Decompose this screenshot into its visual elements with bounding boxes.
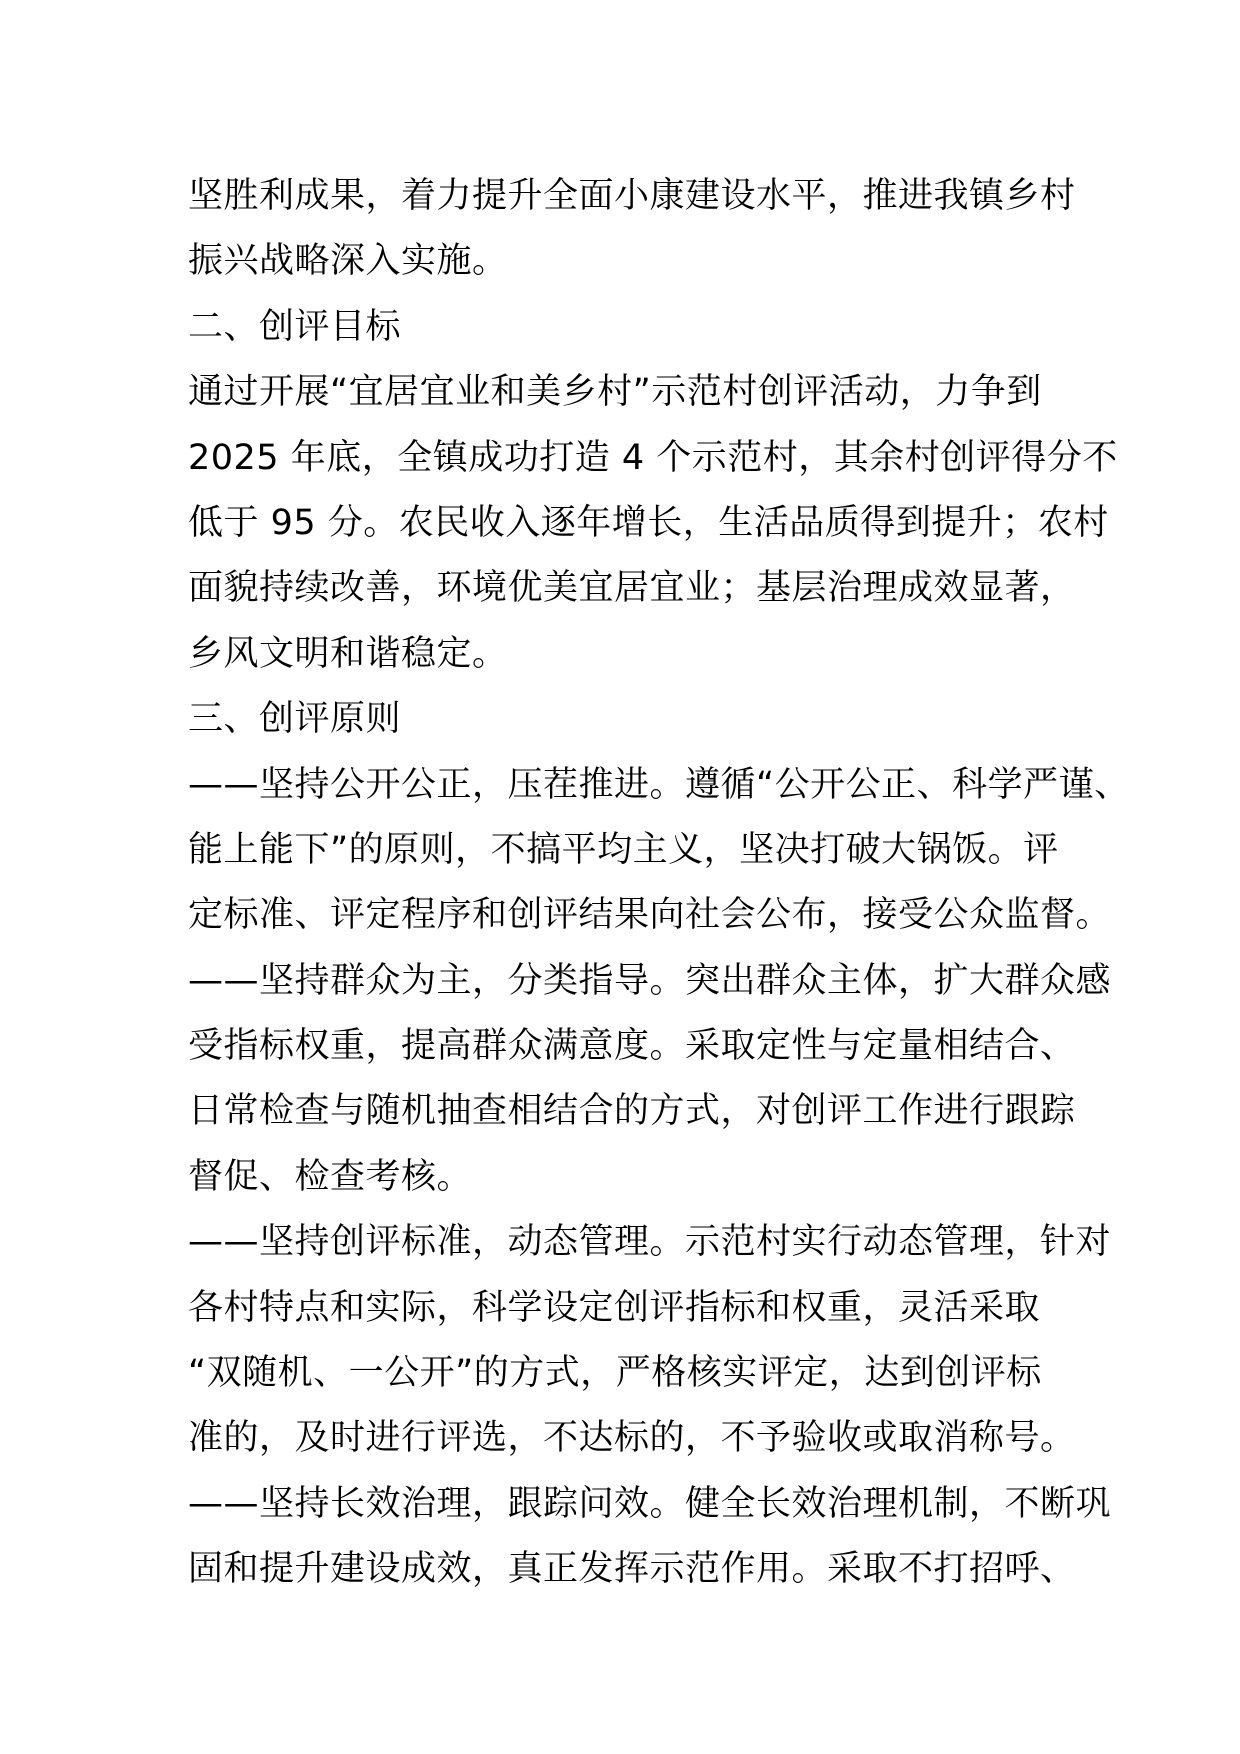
text-line: 定标准、评定程序和创评结果向社会公布，接受公众监督。 — [188, 895, 1112, 936]
text-line: ——坚持长效治理，跟踪问效。健全长效治理机制，不断巩 — [188, 1483, 1112, 1524]
text-line: 能上能下”的原则，不搞平均主义，坚决打破大锅饭。评 — [188, 829, 1059, 870]
text-line: 2025 年底，全镇成功打造 4 个示范村，其余村创评得分不 — [188, 437, 1118, 478]
text-line: 面貌持续改善，环境优美宜居宜业；基层治理成效显著， — [188, 568, 1076, 609]
text-line: 督促、检查考核。 — [188, 1156, 473, 1197]
text-line: 坚胜利成果，着力提升全面小康建设水平，推进我镇乡村 — [188, 176, 1076, 216]
text-line: 固和提升建设成效，真正发挥示范作用。采取不打招呼、 — [188, 1549, 1076, 1590]
text-line: 各村特点和实际，科学设定创评指标和权重，灵活采取 — [188, 1287, 1041, 1328]
text-line: 低于 95 分。农民收入逐年增长，生活品质得到提升；农村 — [188, 502, 1109, 543]
text-line: 乡风文明和谐稳定。 — [188, 633, 508, 674]
text-line: 准的，及时进行评选，不达标的，不予验收或取消称号。 — [188, 1418, 1076, 1459]
section-heading-2: 二、创评目标 — [188, 306, 402, 347]
text-line: 振兴战略深入实施。 — [188, 241, 508, 282]
text-line: “双随机、一公开”的方式，严格核实评定，达到创评标 — [188, 1353, 1042, 1394]
text-line: 通过开展“宜居宜业和美乡村”示范村创评活动，力争到 — [188, 372, 1042, 413]
text-line: 受指标权重，提高群众满意度。采取定性与定量相结合、 — [188, 1026, 1076, 1067]
section-heading-3: 三、创评原则 — [188, 699, 402, 740]
text-line: ——坚持公开公正，压茬推进。遵循“公开公正、科学严谨、 — [188, 764, 1130, 805]
text-line: ——坚持群众为主，分类指导。突出群众主体，扩大群众感 — [188, 960, 1112, 1001]
text-line: 日常检查与随机抽查相结合的方式，对创评工作进行跟踪 — [188, 1091, 1076, 1132]
document-body — [188, 164, 1130, 1603]
text-line: ——坚持创评标准，动态管理。示范村实行动态管理，针对 — [188, 1222, 1112, 1263]
